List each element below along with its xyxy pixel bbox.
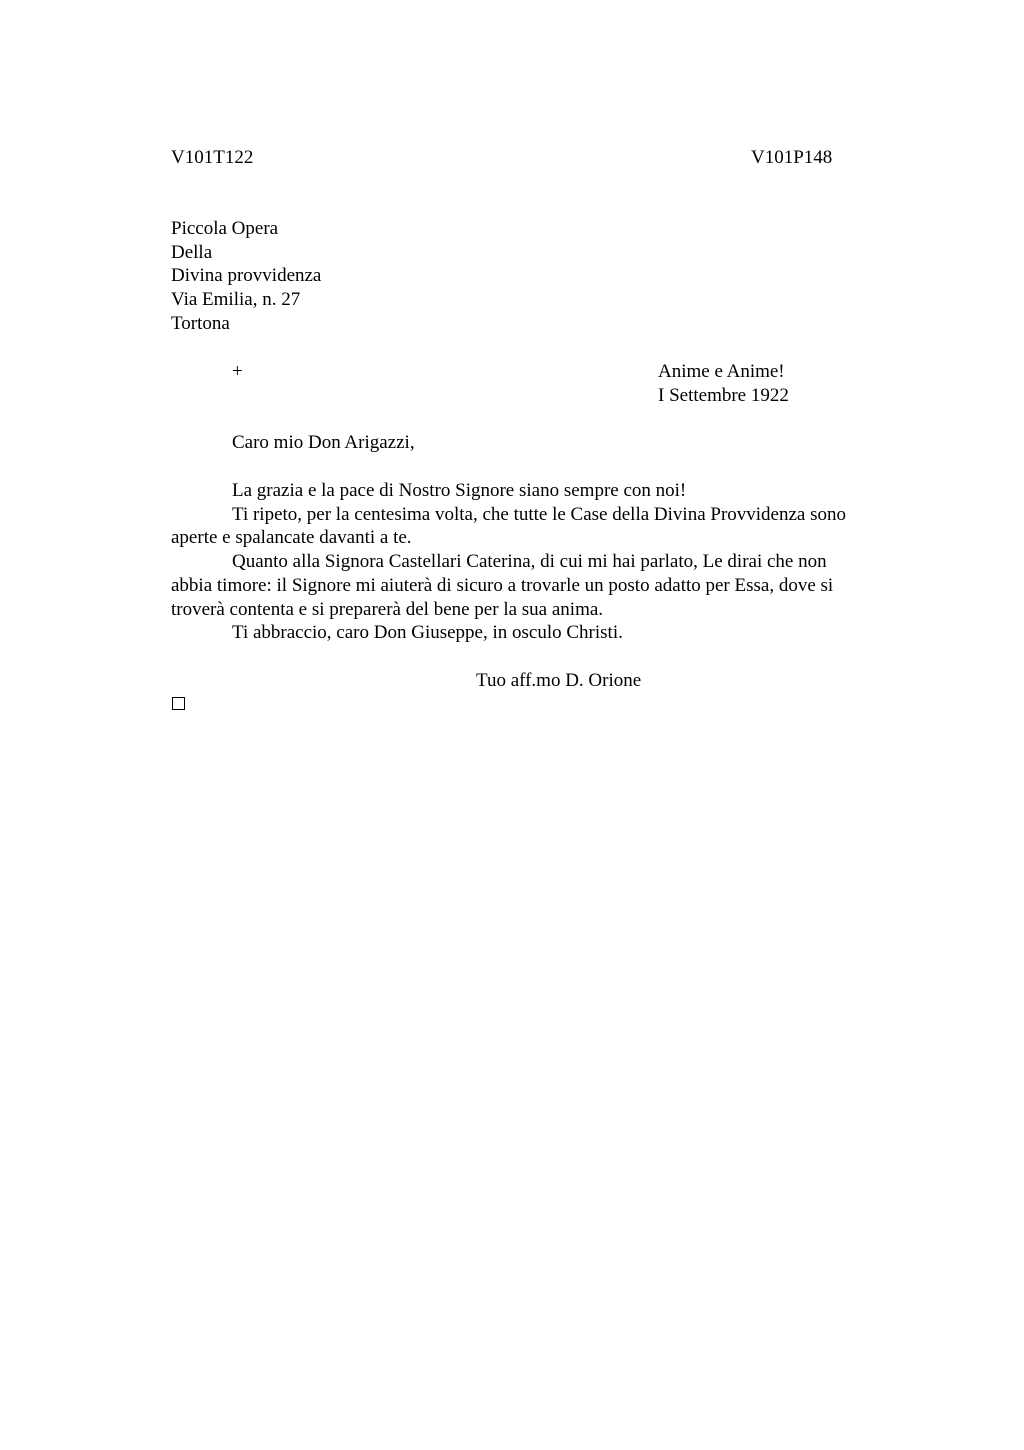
- motto: Anime e Anime!: [658, 361, 785, 382]
- body-paragraph-3-line: abbia timore: il Signore mi aiuterà di sicuro a trovarle un posto adatto per Essa, dove si: [171, 574, 834, 596]
- address-line: Piccola Opera: [171, 218, 279, 239]
- body-paragraph-4: Ti abbraccio, caro Don Giuseppe, in osculo Christi.: [232, 622, 623, 644]
- signature: Tuo aff.mo D. Orione: [476, 670, 642, 691]
- letter-body: [171, 479, 906, 645]
- address-line: Tortona: [171, 312, 230, 334]
- body-paragraph-1: La grazia e la pace di Nostro Signore siano sempre con noi!: [232, 480, 687, 501]
- empty-square-box: [172, 697, 185, 710]
- document-code-left: V101T122: [171, 147, 254, 168]
- cross-symbol: +: [232, 361, 243, 382]
- letter-date: I Settembre 1922: [658, 384, 789, 406]
- salutation: Caro mio Don Arigazzi,: [232, 432, 415, 453]
- address-block: [171, 217, 321, 336]
- address-line: Della: [171, 241, 213, 263]
- body-paragraph-2-line: Ti ripeto, per la centesima volta, che tutte le Case della Divina Provvidenza sono: [232, 503, 846, 525]
- body-paragraph-3-line: Quanto alla Signora Castellari Caterina, di cui mi hai parlato, Le dirai che non: [232, 551, 827, 573]
- motto-date-block: [658, 360, 789, 407]
- body-paragraph-3-line: troverà contenta e si preparerà del bene per la sua anima.: [171, 598, 604, 620]
- body-paragraph-2-line: aperte e spalancate davanti a te.: [171, 527, 412, 549]
- address-line: Divina provvidenza: [171, 265, 322, 287]
- document-code-right: V101P148: [751, 147, 833, 168]
- address-line: Via Emilia, n. 27: [171, 289, 301, 311]
